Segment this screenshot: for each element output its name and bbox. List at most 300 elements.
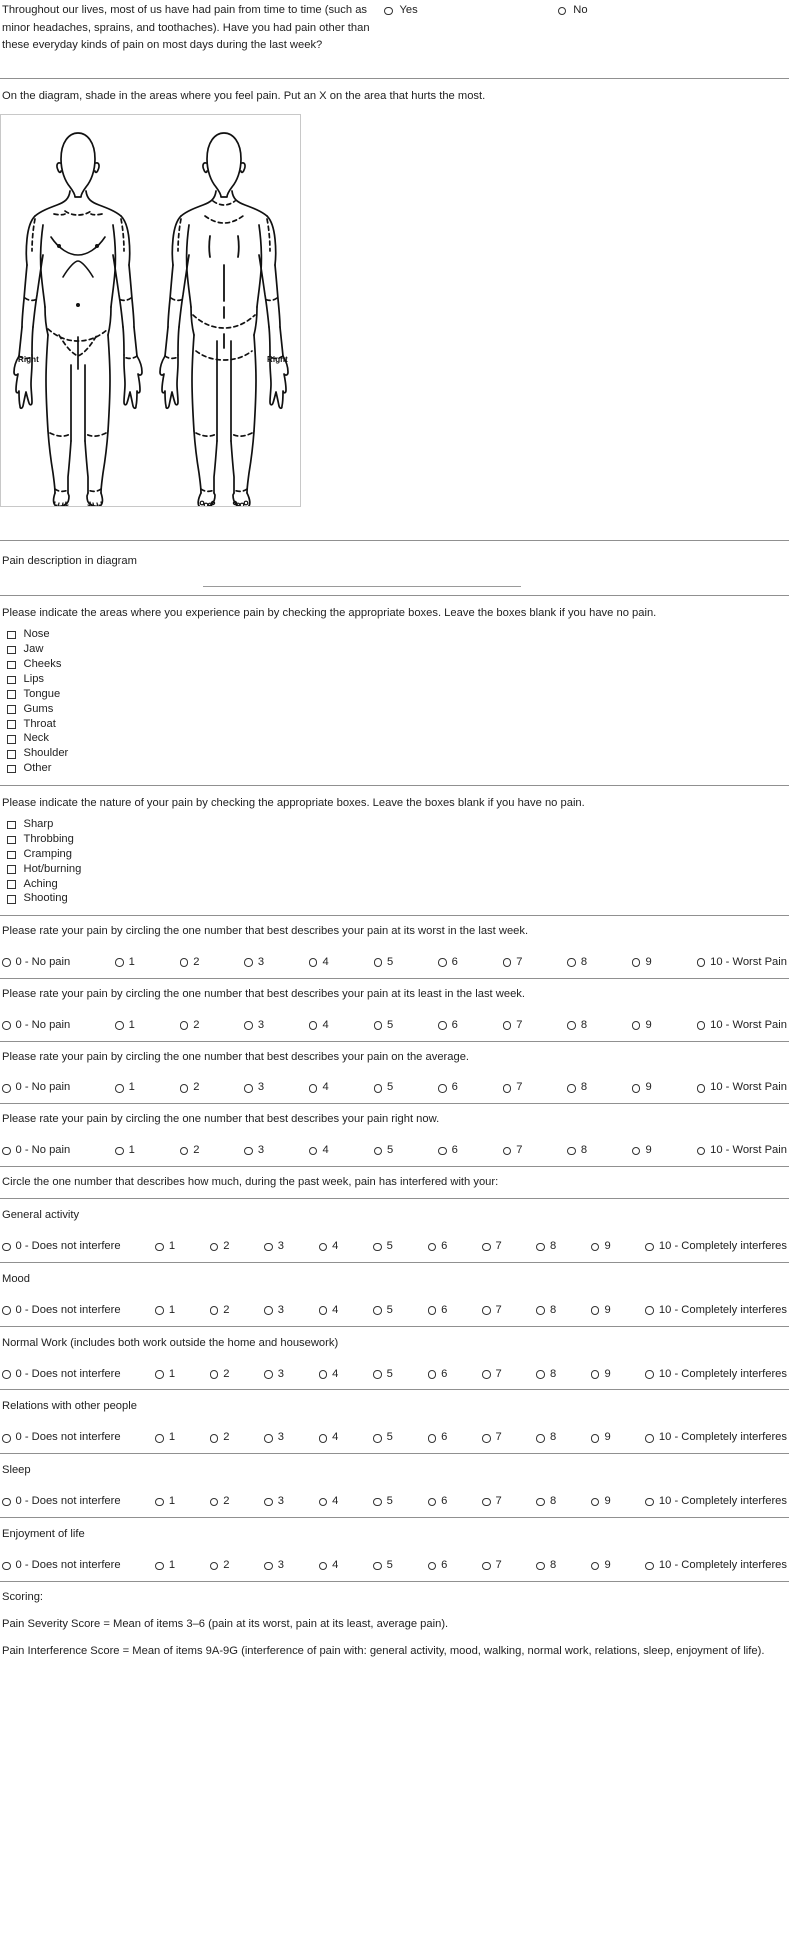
rating-scale-row[interactable] <box>0 1550 789 1581</box>
radio-icon[interactable] <box>180 1021 189 1030</box>
rating-option-7[interactable] <box>482 1558 502 1574</box>
rating-option-1[interactable] <box>115 1080 135 1096</box>
area-checkbox-label: Lips <box>23 672 45 685</box>
rating-option-8[interactable] <box>536 1303 556 1319</box>
rating-option-6[interactable] <box>428 1558 448 1574</box>
rating-option-6[interactable] <box>438 1018 458 1034</box>
rating-option-3[interactable] <box>264 1558 284 1574</box>
interference-category-enjoyment-of-life: Enjoyment of life <box>2 1528 85 1541</box>
rating-option-label: 1 <box>128 1081 135 1094</box>
area-checkbox-throat[interactable] <box>7 717 789 732</box>
rating-option-1[interactable] <box>115 955 135 971</box>
rating-option-4[interactable] <box>309 1143 329 1159</box>
radio-icon[interactable] <box>438 1021 447 1030</box>
radio-icon[interactable] <box>503 1021 512 1030</box>
area-checkbox-other[interactable] <box>7 762 789 777</box>
rating-scale-row[interactable] <box>0 1010 789 1041</box>
rating-option-3[interactable] <box>244 1143 264 1159</box>
area-checkbox-shoulder[interactable] <box>7 747 789 762</box>
radio-icon[interactable] <box>482 1243 491 1252</box>
radio-icon[interactable] <box>155 1243 164 1252</box>
checkbox-icon[interactable] <box>7 750 16 759</box>
radio-icon[interactable] <box>210 1243 219 1252</box>
rating-option-10[interactable] <box>645 1494 787 1510</box>
rating-option-9[interactable] <box>591 1303 611 1319</box>
radio-icon[interactable] <box>115 1084 124 1093</box>
rating-option-6[interactable] <box>428 1367 448 1383</box>
rating-option-5[interactable] <box>373 1558 393 1574</box>
radio-icon[interactable] <box>309 1147 318 1156</box>
rating-option-2[interactable] <box>210 1558 230 1574</box>
radio-icon[interactable] <box>115 958 124 967</box>
rating-option-label: 0 - Does not interfere <box>15 1559 121 1571</box>
rating-option-2[interactable] <box>210 1430 230 1446</box>
radio-icon[interactable] <box>632 958 641 967</box>
rating-option-label: 8 <box>580 1081 588 1094</box>
radio-icon[interactable] <box>567 1021 576 1030</box>
rating-option-9[interactable] <box>591 1558 611 1574</box>
checkbox-icon[interactable] <box>7 690 16 699</box>
radio-icon[interactable] <box>319 1243 328 1252</box>
severity-question-1: Please rate your pain by circling the one number that best describes your pain at its worst in the last week. <box>2 924 529 937</box>
rating-option-7[interactable] <box>503 955 523 971</box>
rating-option-4[interactable] <box>309 1080 329 1096</box>
nature-checkbox-hot-burning[interactable] <box>7 862 789 877</box>
radio-icon[interactable] <box>210 1434 219 1443</box>
rating-option-9[interactable] <box>632 1143 652 1159</box>
radio-icon[interactable] <box>319 1498 328 1507</box>
checkbox-icon[interactable] <box>7 720 16 729</box>
radio-icon[interactable] <box>536 1498 545 1507</box>
checkbox-icon[interactable] <box>7 836 16 845</box>
rating-option-8[interactable] <box>536 1367 556 1383</box>
radio-icon[interactable] <box>428 1434 437 1443</box>
rating-option-3[interactable] <box>244 1018 264 1034</box>
rating-option-7[interactable] <box>482 1367 502 1383</box>
rating-option-6[interactable] <box>428 1239 448 1255</box>
radio-icon[interactable] <box>632 1147 641 1156</box>
rating-option-10[interactable] <box>645 1303 787 1319</box>
radio-icon[interactable] <box>536 1370 545 1379</box>
radio-icon[interactable] <box>373 1434 382 1443</box>
rating-scale-row[interactable] <box>0 1072 789 1103</box>
radio-icon[interactable] <box>244 1021 253 1030</box>
checkbox-icon[interactable] <box>7 661 16 670</box>
radio-icon[interactable] <box>155 1370 164 1379</box>
rating-scale-row[interactable] <box>0 1486 789 1517</box>
radio-icon[interactable] <box>115 1147 124 1156</box>
rating-option-1[interactable] <box>155 1558 175 1574</box>
checkbox-icon[interactable] <box>7 765 16 774</box>
option-no[interactable] <box>558 3 588 19</box>
pain-description-input[interactable] <box>203 586 521 587</box>
rating-option-9[interactable] <box>591 1430 611 1446</box>
rating-option-6[interactable] <box>438 955 458 971</box>
checkbox-icon[interactable] <box>7 880 16 889</box>
rating-option-7[interactable] <box>482 1303 502 1319</box>
rating-option-1[interactable] <box>155 1303 175 1319</box>
radio-icon[interactable] <box>567 958 576 967</box>
radio-icon[interactable] <box>244 958 253 967</box>
pain-description-label: Pain description in diagram <box>2 554 137 567</box>
radio-icon[interactable] <box>309 1084 318 1093</box>
rating-option-7[interactable] <box>482 1239 502 1255</box>
rating-option-9[interactable] <box>591 1239 611 1255</box>
rating-option-4[interactable] <box>319 1367 339 1383</box>
rating-option-7[interactable] <box>503 1080 523 1096</box>
rating-option-1[interactable] <box>155 1367 175 1383</box>
radio-icon[interactable] <box>2 1562 11 1571</box>
radio-icon[interactable] <box>428 1243 437 1252</box>
rating-option-5[interactable] <box>373 1303 393 1319</box>
rating-option-4[interactable] <box>319 1494 339 1510</box>
radio-icon[interactable] <box>2 1243 11 1252</box>
rating-option-1[interactable] <box>155 1494 175 1510</box>
rating-option-6[interactable] <box>438 1080 458 1096</box>
checkbox-icon[interactable] <box>7 895 16 904</box>
rating-option-6[interactable] <box>428 1303 448 1319</box>
radio-icon[interactable] <box>697 958 706 967</box>
rating-option-4[interactable] <box>319 1430 339 1446</box>
rating-option-3[interactable] <box>264 1303 284 1319</box>
radio-icon[interactable] <box>180 1084 189 1093</box>
radio-icon[interactable] <box>2 1084 11 1093</box>
checkbox-icon[interactable] <box>7 735 16 744</box>
radio-icon[interactable] <box>384 7 393 16</box>
area-checkbox-jaw[interactable] <box>7 643 789 658</box>
radio-icon[interactable] <box>482 1498 491 1507</box>
radio-icon[interactable] <box>374 1021 383 1030</box>
checkbox-icon[interactable] <box>7 821 16 830</box>
rating-option-8[interactable] <box>567 1018 587 1034</box>
radio-icon[interactable] <box>264 1562 273 1571</box>
rating-option-1[interactable] <box>115 1018 135 1034</box>
radio-icon[interactable] <box>2 1370 11 1379</box>
radio-icon[interactable] <box>428 1498 437 1507</box>
rating-option-7[interactable] <box>503 1143 523 1159</box>
rating-option-label: 9 <box>604 1559 611 1571</box>
rating-option-5[interactable] <box>373 1430 393 1446</box>
radio-icon[interactable] <box>482 1306 491 1315</box>
rating-option-4[interactable] <box>319 1239 339 1255</box>
rating-option-3[interactable] <box>264 1430 284 1446</box>
rating-option-0[interactable] <box>2 955 70 971</box>
radio-icon[interactable] <box>264 1306 273 1315</box>
rating-option-9[interactable] <box>632 955 652 971</box>
rating-option-3[interactable] <box>264 1239 284 1255</box>
rating-option-2[interactable] <box>180 1080 200 1096</box>
rating-option-2[interactable] <box>210 1303 230 1319</box>
rating-option-6[interactable] <box>428 1494 448 1510</box>
rating-scale-row[interactable] <box>0 1231 789 1262</box>
rating-option-5[interactable] <box>373 1239 393 1255</box>
nature-checkbox-label: Shooting <box>23 892 68 905</box>
rating-option-10[interactable] <box>645 1239 787 1255</box>
radio-icon[interactable] <box>503 958 512 967</box>
radio-icon[interactable] <box>645 1306 654 1315</box>
radio-icon[interactable] <box>319 1370 328 1379</box>
radio-icon[interactable] <box>536 1434 545 1443</box>
rating-option-label: 2 <box>223 1495 230 1508</box>
rating-option-4[interactable] <box>309 1018 329 1034</box>
radio-icon[interactable] <box>210 1306 219 1315</box>
rating-option-5[interactable] <box>373 1367 393 1383</box>
rating-option-2[interactable] <box>210 1494 230 1510</box>
radio-icon[interactable] <box>428 1306 437 1315</box>
rating-option-8[interactable] <box>536 1494 556 1510</box>
rating-option-label: 4 <box>332 1559 339 1571</box>
area-checkbox-neck[interactable] <box>7 732 789 747</box>
radio-icon[interactable] <box>591 1306 600 1315</box>
radio-icon[interactable] <box>373 1243 382 1252</box>
rating-option-0[interactable] <box>2 1239 121 1255</box>
radio-icon[interactable] <box>697 1021 706 1030</box>
radio-icon[interactable] <box>567 1084 576 1093</box>
rating-option-7[interactable] <box>482 1494 502 1510</box>
rating-option-label: 7 <box>495 1495 502 1508</box>
rating-option-9[interactable] <box>632 1018 652 1034</box>
rating-option-label: 3 <box>277 1431 284 1444</box>
rating-option-7[interactable] <box>482 1430 502 1446</box>
radio-icon[interactable] <box>374 1147 383 1156</box>
radio-icon[interactable] <box>309 958 318 967</box>
rating-option-label: 8 <box>549 1559 557 1571</box>
rating-option-label: 5 <box>387 1144 394 1157</box>
rating-option-6[interactable] <box>438 1143 458 1159</box>
radio-icon[interactable] <box>244 1084 253 1093</box>
rating-option-0[interactable] <box>2 1143 70 1159</box>
checkbox-icon[interactable] <box>7 865 16 874</box>
rating-option-0[interactable] <box>2 1303 121 1319</box>
rating-option-8[interactable] <box>536 1239 556 1255</box>
rating-option-10[interactable] <box>645 1430 787 1446</box>
option-yes[interactable] <box>384 3 418 19</box>
body-diagram[interactable] <box>0 114 301 507</box>
rating-option-3[interactable] <box>264 1367 284 1383</box>
area-checkbox-nose[interactable] <box>7 628 789 643</box>
rating-option-8[interactable] <box>567 1080 587 1096</box>
rating-option-0[interactable] <box>2 1494 121 1510</box>
rating-option-5[interactable] <box>374 955 394 971</box>
rating-option-label: 4 <box>322 1144 329 1157</box>
radio-icon[interactable] <box>536 1562 545 1571</box>
radio-icon[interactable] <box>438 1147 447 1156</box>
rating-option-10[interactable] <box>697 955 787 971</box>
rating-option-0[interactable] <box>2 1558 121 1574</box>
rating-option-0[interactable] <box>2 1080 70 1096</box>
rating-option-label: 7 <box>516 1018 523 1031</box>
nature-checkbox-sharp[interactable] <box>7 818 789 833</box>
rating-option-label: 8 <box>580 1144 588 1157</box>
rating-scale-row[interactable] <box>0 947 789 978</box>
rating-option-10[interactable] <box>697 1018 787 1034</box>
radio-icon[interactable] <box>536 1243 545 1252</box>
radio-icon[interactable] <box>591 1498 600 1507</box>
radio-icon[interactable] <box>319 1434 328 1443</box>
radio-icon[interactable] <box>645 1434 654 1443</box>
radio-icon[interactable] <box>210 1498 219 1507</box>
rating-scale-row[interactable] <box>0 1295 789 1326</box>
radio-icon[interactable] <box>2 1306 11 1315</box>
rating-option-10[interactable] <box>697 1080 787 1096</box>
radio-icon[interactable] <box>645 1243 654 1252</box>
area-checkbox-cheeks[interactable] <box>7 658 789 673</box>
radio-icon[interactable] <box>115 1021 124 1030</box>
radio-icon[interactable] <box>428 1562 437 1571</box>
radio-icon[interactable] <box>591 1243 600 1252</box>
radio-icon[interactable] <box>632 1021 641 1030</box>
radio-icon[interactable] <box>373 1562 382 1571</box>
radio-icon[interactable] <box>373 1306 382 1315</box>
area-checkbox-lips[interactable] <box>7 672 789 687</box>
rating-option-8[interactable] <box>567 1143 587 1159</box>
body-diagram-svg[interactable] <box>1 115 301 507</box>
rating-option-3[interactable] <box>264 1494 284 1510</box>
radio-icon[interactable] <box>482 1434 491 1443</box>
radio-icon[interactable] <box>319 1562 328 1571</box>
rating-scale-row[interactable] <box>0 1135 789 1166</box>
radio-icon[interactable] <box>319 1306 328 1315</box>
radio-icon[interactable] <box>428 1370 437 1379</box>
checkbox-icon[interactable] <box>7 705 16 714</box>
radio-icon[interactable] <box>503 1084 512 1093</box>
radio-icon[interactable] <box>2 1498 11 1507</box>
rating-option-5[interactable] <box>374 1143 394 1159</box>
rating-option-label: 2 <box>223 1431 230 1444</box>
rating-option-1[interactable] <box>155 1239 175 1255</box>
radio-icon[interactable] <box>155 1306 164 1315</box>
rating-option-5[interactable] <box>374 1080 394 1096</box>
rating-option-label: 9 <box>604 1239 611 1252</box>
nature-checkbox-aching[interactable] <box>7 877 789 892</box>
radio-icon[interactable] <box>180 958 189 967</box>
rating-option-0[interactable] <box>2 1430 121 1446</box>
area-checkbox-tongue[interactable] <box>7 687 789 702</box>
nature-checkbox-throbbing[interactable] <box>7 832 789 847</box>
radio-icon[interactable] <box>264 1434 273 1443</box>
yes-no-options <box>372 2 588 19</box>
radio-icon[interactable] <box>632 1084 641 1093</box>
radio-icon[interactable] <box>155 1562 164 1571</box>
area-checkbox-gums[interactable] <box>7 702 789 717</box>
rating-option-1[interactable] <box>115 1143 135 1159</box>
radio-icon[interactable] <box>591 1434 600 1443</box>
rating-option-2[interactable] <box>180 1143 200 1159</box>
rating-option-0[interactable] <box>2 1367 121 1383</box>
scoring-severity: Pain Severity Score = Mean of items 3–6 (pain at its worst, pain at its least, average pain). <box>2 1618 449 1631</box>
rating-option-label: 7 <box>516 1144 523 1157</box>
radio-icon[interactable] <box>591 1562 600 1571</box>
radio-icon[interactable] <box>591 1370 600 1379</box>
rating-option-4[interactable] <box>319 1558 339 1574</box>
rating-option-label: 2 <box>193 955 200 968</box>
radio-icon[interactable] <box>2 958 11 967</box>
radio-icon[interactable] <box>697 1084 706 1093</box>
checkbox-icon[interactable] <box>7 676 16 685</box>
rating-scale-row[interactable] <box>0 1359 789 1390</box>
radio-icon[interactable] <box>210 1562 219 1571</box>
radio-icon[interactable] <box>244 1147 253 1156</box>
areas-checkbox-list <box>0 628 789 785</box>
radio-icon[interactable] <box>697 1147 706 1156</box>
rating-option-2[interactable] <box>210 1239 230 1255</box>
rating-option-8[interactable] <box>536 1558 556 1574</box>
radio-icon[interactable] <box>645 1498 654 1507</box>
radio-icon[interactable] <box>567 1147 576 1156</box>
radio-icon[interactable] <box>503 1147 512 1156</box>
radio-icon[interactable] <box>2 1021 11 1030</box>
nature-checkbox-cramping[interactable] <box>7 847 789 862</box>
rating-option-2[interactable] <box>180 955 200 971</box>
rating-option-8[interactable] <box>567 955 587 971</box>
radio-icon[interactable] <box>645 1562 654 1571</box>
rating-option-label: 1 <box>168 1559 176 1571</box>
checkbox-icon[interactable] <box>7 646 16 655</box>
rating-option-10[interactable] <box>645 1558 787 1574</box>
rating-option-label: 6 <box>451 1081 458 1094</box>
radio-icon[interactable] <box>264 1498 273 1507</box>
radio-icon[interactable] <box>2 1434 11 1443</box>
rating-option-label: 8 <box>549 1239 557 1252</box>
radio-icon[interactable] <box>180 1147 189 1156</box>
rating-option-4[interactable] <box>319 1303 339 1319</box>
radio-icon[interactable] <box>264 1243 273 1252</box>
radio-icon[interactable] <box>438 1084 447 1093</box>
radio-icon[interactable] <box>309 1021 318 1030</box>
radio-icon[interactable] <box>438 958 447 967</box>
rating-option-6[interactable] <box>428 1430 448 1446</box>
rating-option-2[interactable] <box>180 1018 200 1034</box>
rating-option-8[interactable] <box>536 1430 556 1446</box>
radio-icon[interactable] <box>482 1562 491 1571</box>
radio-icon[interactable] <box>264 1370 273 1379</box>
rating-option-4[interactable] <box>309 955 329 971</box>
rating-option-3[interactable] <box>244 955 264 971</box>
rating-option-label: 6 <box>451 1018 458 1031</box>
checkbox-icon[interactable] <box>7 851 16 860</box>
radio-icon[interactable] <box>373 1498 382 1507</box>
rating-option-5[interactable] <box>374 1018 394 1034</box>
radio-icon[interactable] <box>210 1370 219 1379</box>
radio-icon[interactable] <box>374 1084 383 1093</box>
radio-icon[interactable] <box>645 1370 654 1379</box>
radio-icon[interactable] <box>374 958 383 967</box>
radio-icon[interactable] <box>558 7 567 16</box>
nature-checkbox-shooting[interactable] <box>7 892 789 907</box>
rating-option-5[interactable] <box>373 1494 393 1510</box>
rating-option-9[interactable] <box>632 1080 652 1096</box>
rating-option-9[interactable] <box>591 1494 611 1510</box>
pain-description-input-wrap[interactable] <box>0 576 789 595</box>
checkbox-icon[interactable] <box>7 631 16 640</box>
rating-option-9[interactable] <box>591 1367 611 1383</box>
rating-option-0[interactable] <box>2 1018 70 1034</box>
rating-option-10[interactable] <box>697 1143 787 1159</box>
rating-option-10[interactable] <box>645 1367 787 1383</box>
radio-icon[interactable] <box>373 1370 382 1379</box>
rating-scale-row[interactable] <box>0 1422 789 1453</box>
rating-option-2[interactable] <box>210 1367 230 1383</box>
rating-option-3[interactable] <box>244 1080 264 1096</box>
rating-option-1[interactable] <box>155 1430 175 1446</box>
radio-icon[interactable] <box>155 1434 164 1443</box>
radio-icon[interactable] <box>2 1147 11 1156</box>
radio-icon[interactable] <box>155 1498 164 1507</box>
radio-icon[interactable] <box>482 1370 491 1379</box>
rating-option-7[interactable] <box>503 1018 523 1034</box>
radio-icon[interactable] <box>536 1306 545 1315</box>
rating-option-label: 1 <box>168 1495 176 1508</box>
